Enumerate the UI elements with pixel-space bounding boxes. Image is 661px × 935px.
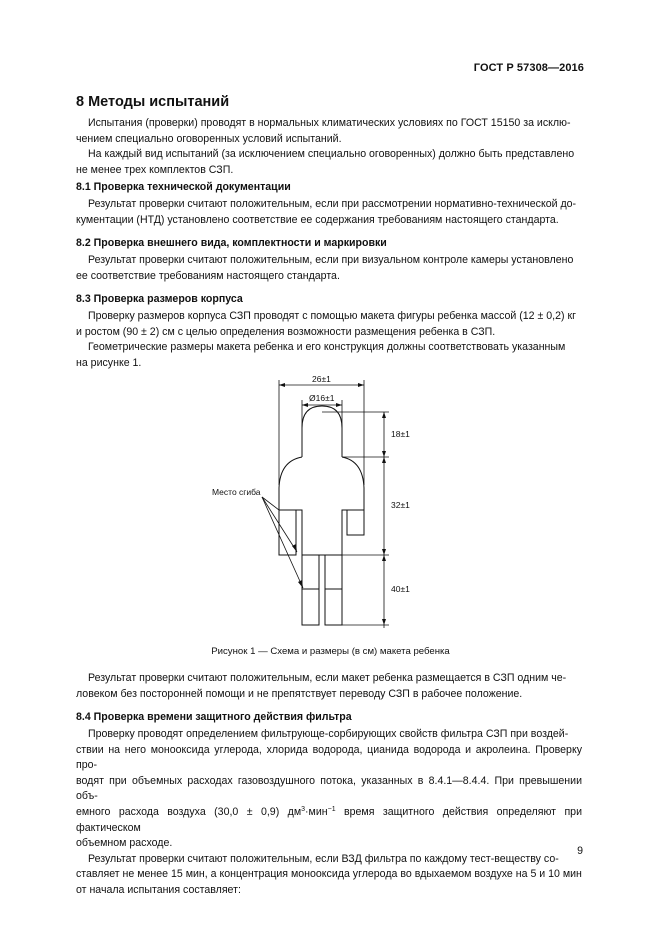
arrow-icon bbox=[382, 549, 386, 555]
text-line: кументации (НТД) установлено соответствие ее содержания требованиям настоящего стандарта. bbox=[76, 213, 559, 226]
arrow-icon bbox=[382, 619, 386, 625]
superscript: −1 bbox=[327, 805, 336, 813]
subsection-8-4-text bbox=[76, 727, 582, 899]
figure-head bbox=[302, 406, 342, 457]
text-line: Результат проверки считают положительным, если при рассмотрении нормативно-технической до- bbox=[88, 198, 577, 210]
bend-label: Место сгиба bbox=[212, 487, 261, 497]
figure-torso bbox=[279, 457, 364, 555]
dim-head-label: Ø16±1 bbox=[309, 393, 335, 403]
text-line: Результат проверки считают положительным, если ВЗД фильтра по каждому тест-веществу со- bbox=[88, 852, 559, 865]
text-line: На каждый вид испытаний (за исключением специально оговоренных) должно быть представлено bbox=[88, 148, 575, 161]
text-line: ставляет не менее 15 мин, а концентрация монооксида углерода во вдыхаемом воздухе на 5 и 10 мин bbox=[76, 868, 582, 881]
arrow-icon bbox=[279, 383, 285, 387]
text-fragment: ·мин bbox=[305, 805, 328, 818]
page-number: 9 bbox=[577, 845, 583, 857]
text-line: Результат проверки считают положительным, если макет ребенка размещается в СЗП одним че- bbox=[88, 672, 567, 684]
subsection-8-1-text bbox=[76, 197, 582, 228]
text-line: чением специально оговоренных условий испытаний. bbox=[76, 132, 342, 145]
text-line: не менее трех комплектов СЗП. bbox=[76, 163, 234, 176]
figure-leg-left bbox=[302, 555, 319, 625]
section-8-paragraph-1 bbox=[76, 116, 582, 178]
child-dummy-figure bbox=[0, 370, 661, 640]
subsection-8-2-text bbox=[76, 253, 582, 284]
text-line: от начала испытания составляет: bbox=[76, 883, 241, 896]
dim-width-label: 26±1 bbox=[312, 374, 331, 384]
arrow-icon bbox=[302, 403, 308, 407]
text-line: на рисунке 1. bbox=[76, 356, 142, 369]
arrow-icon bbox=[382, 451, 386, 457]
text-line: водят при объемных расходах газовоздушного потока, указанных в 8.4.1—8.4.4. При превышении объ- bbox=[76, 774, 582, 803]
subsection-8-1-title: 8.1 Проверка технической документации bbox=[76, 181, 291, 193]
arrow-icon bbox=[382, 412, 386, 418]
superscript: 3 bbox=[301, 805, 306, 813]
subsection-8-3-text bbox=[76, 309, 582, 371]
after-figure-text bbox=[76, 671, 582, 702]
dim-top-label: 18±1 bbox=[391, 429, 410, 439]
text-line: ловеком без посторонней помощи и не препятствует переводу СЗП в рабочее положение. bbox=[76, 687, 523, 700]
figure-caption: Рисунок 1 — Схема и размеры (в см) макета ребенка bbox=[211, 646, 450, 657]
arrow-icon bbox=[382, 457, 386, 463]
text-line: Результат проверки считают положительным, если при визуальном контроле камеры установлено bbox=[88, 254, 574, 266]
text-line: Испытания (проверки) проводят в нормальных климатических условиях по ГОСТ 15150 за исклю- bbox=[88, 117, 571, 129]
document-header: ГОСТ Р 57308—2016 bbox=[473, 62, 584, 74]
text-line: ее соответствие требованиям настоящего стандарта. bbox=[76, 269, 340, 282]
text-fragment: время защитного действия определяют при фактическом bbox=[76, 805, 582, 834]
text-fragment: емного расхода воздуха (30,0 ± 0,9) дм bbox=[76, 805, 302, 818]
subsection-8-2-title: 8.2 Проверка внешнего вида, комплектности и маркировки bbox=[76, 237, 387, 249]
arrow-icon bbox=[358, 383, 364, 387]
arrow-icon bbox=[382, 555, 386, 561]
text-line: объемном расходе. bbox=[76, 837, 173, 850]
text-line bbox=[76, 805, 582, 836]
bend-leader-2 bbox=[262, 497, 303, 588]
subsection-8-3-title: 8.3 Проверка размеров корпуса bbox=[76, 293, 243, 305]
text-line: Проверку размеров корпуса СЗП проводят с помощью макета фигуры ребенка массой (12 ± 0,2) кг bbox=[88, 310, 576, 322]
section-title: 8 Методы испытаний bbox=[76, 94, 230, 110]
text-line: Геометрические размеры макета ребенка и его конструкция должны соответствовать указанным bbox=[88, 341, 566, 354]
text-line: Проверку проводят определением фильтрующе-сорбирующих свойств фильтра СЗП при воздей- bbox=[88, 728, 569, 740]
text-line: ствии на него монооксида углерода, хлорида водорода, цианида водорода и акролеина. Проверку про- bbox=[76, 743, 582, 772]
dim-mid-label: 32±1 bbox=[391, 500, 410, 510]
dim-bottom-label: 40±1 bbox=[391, 584, 410, 594]
text-line: и ростом (90 ± 2) см с целью определения возможности размещения ребенка в СЗП. bbox=[76, 325, 496, 338]
arrow-icon bbox=[336, 403, 342, 407]
figure-leg-right bbox=[325, 555, 342, 625]
subsection-8-4-title: 8.4 Проверка времени защитного действия фильтра bbox=[76, 711, 352, 723]
